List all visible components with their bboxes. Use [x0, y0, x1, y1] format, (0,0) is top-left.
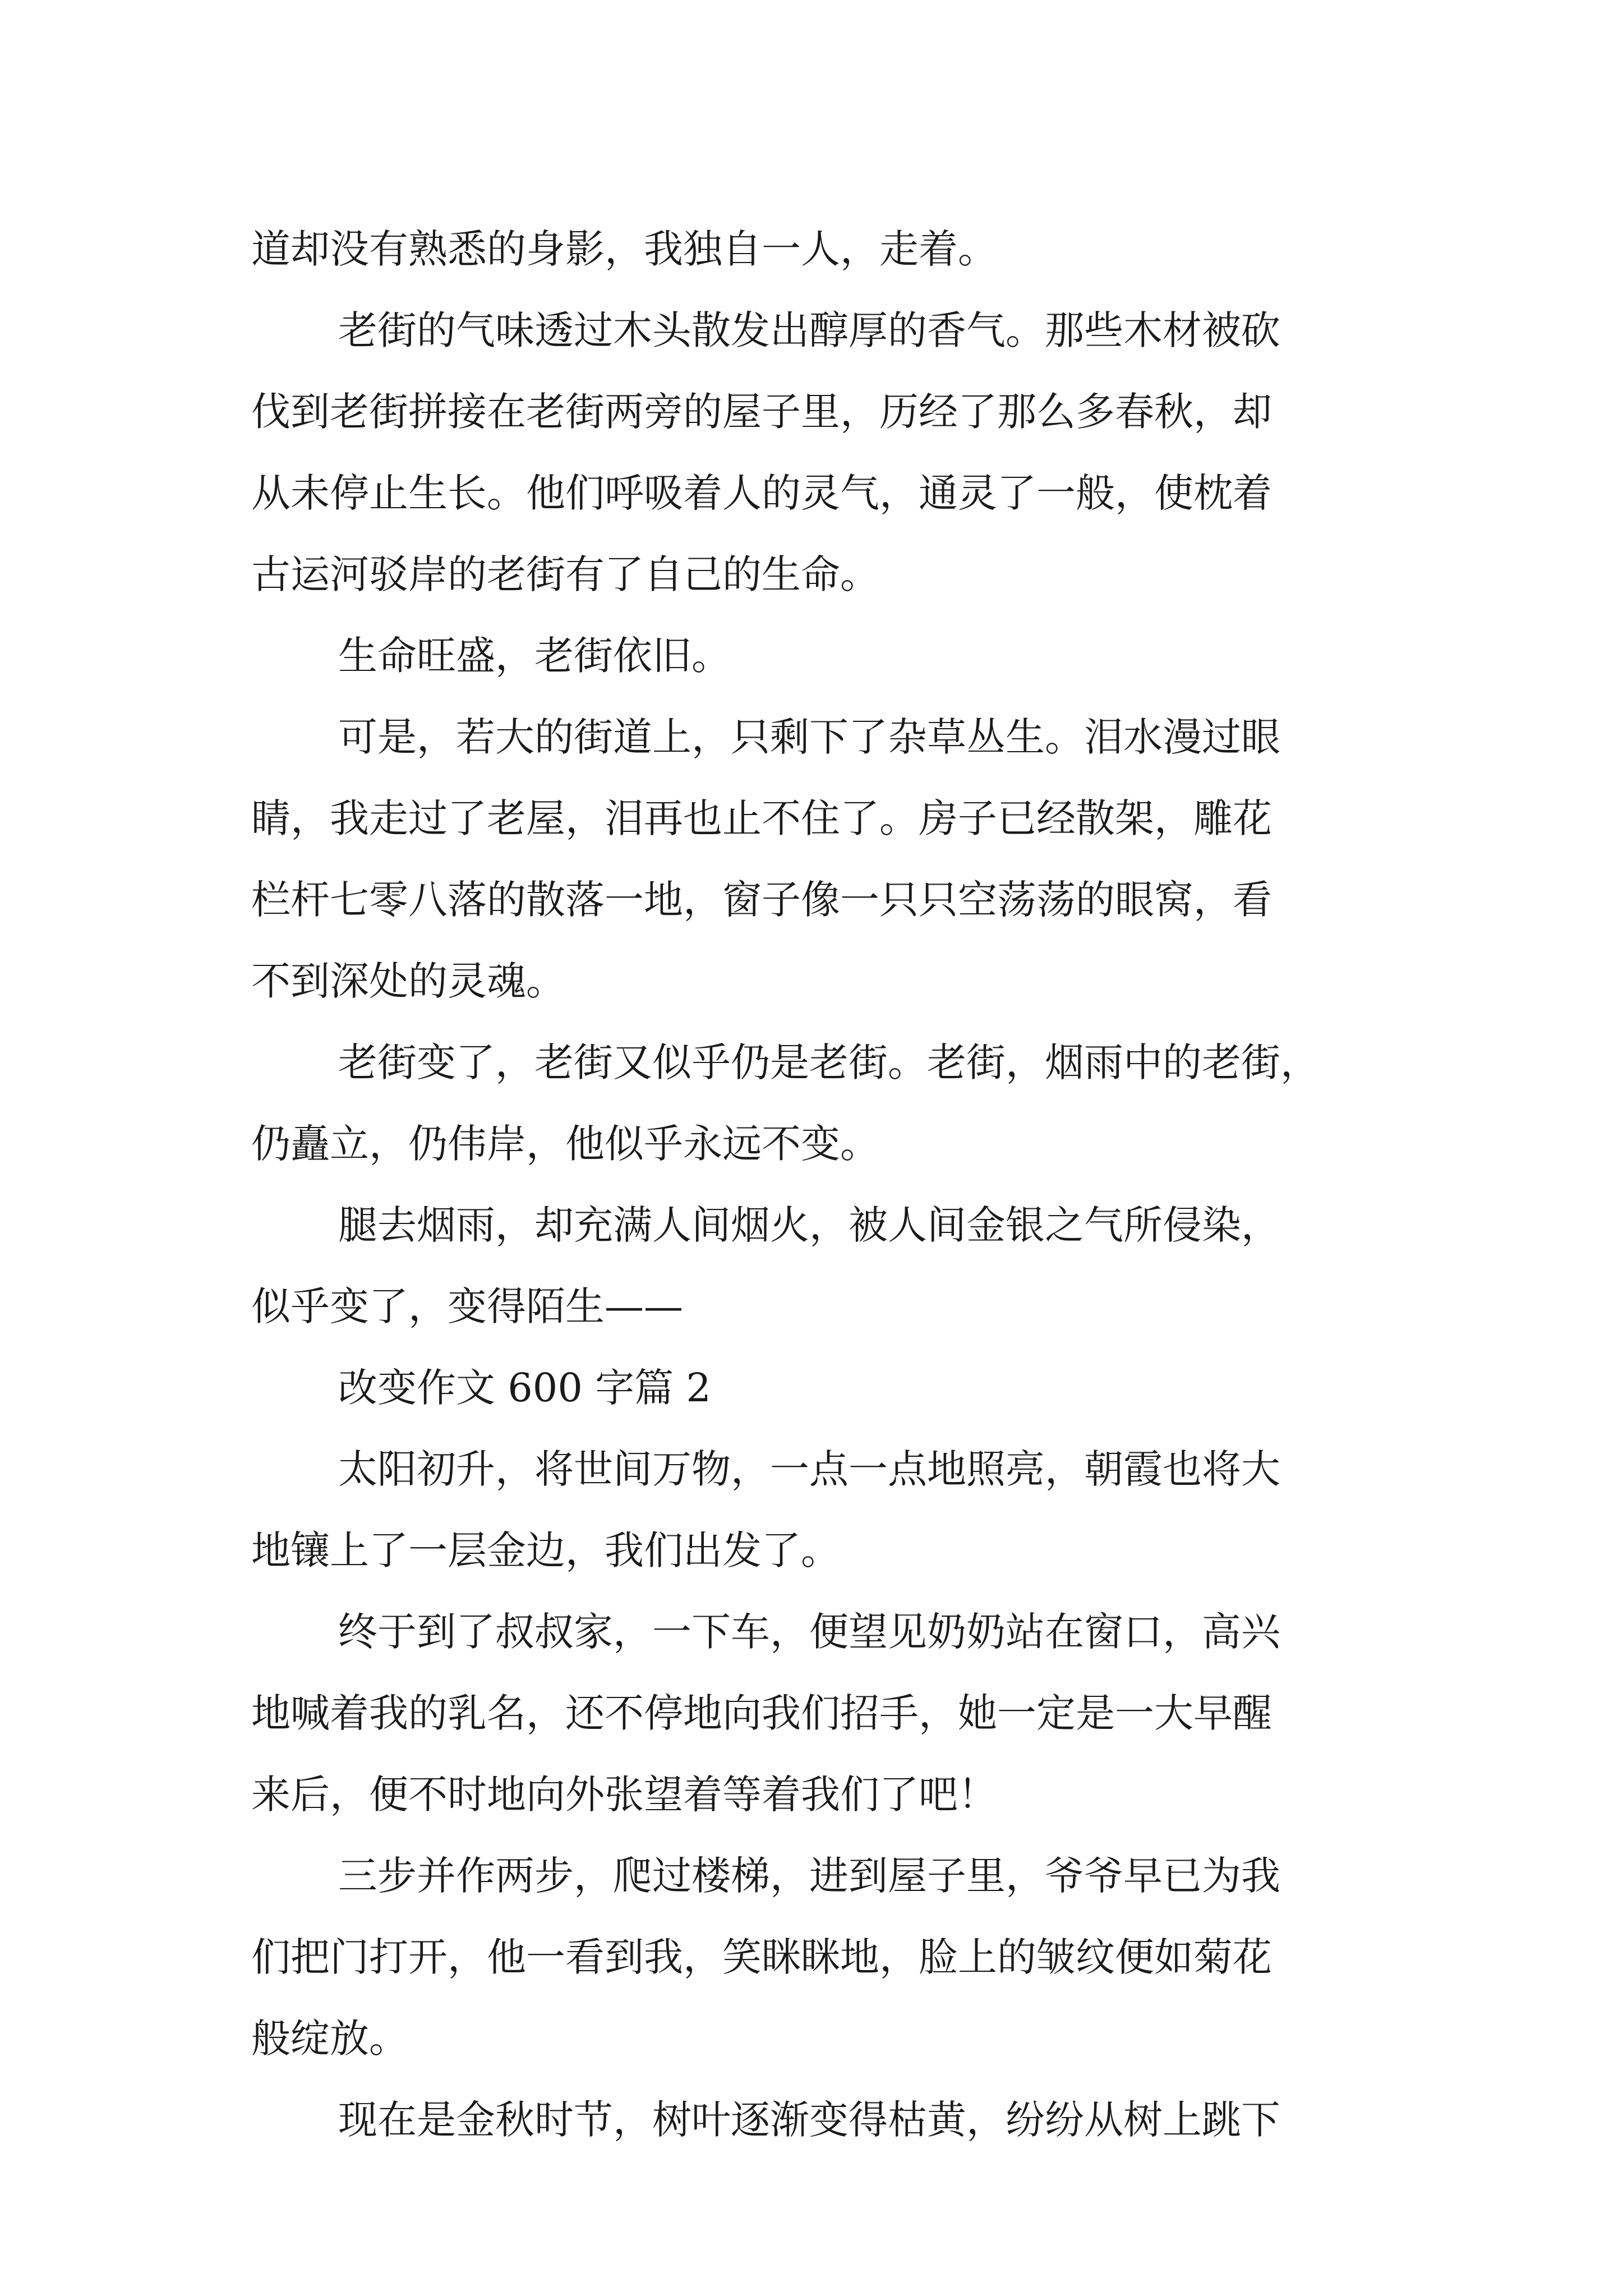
text-line: 似乎变了，变得陌生——	[251, 1283, 683, 1329]
paragraph-start-line: 生命旺盛，老街依旧。	[338, 633, 731, 679]
paragraph-start-line: 腿去烟雨，却充满人间烟火，被人间金银之气所侵染，	[338, 1202, 1280, 1248]
text-line: 们把门打开，他一看到我，笑眯眯地，脸上的皱纹便如菊花	[251, 1934, 1272, 1980]
paragraph-start-line: 三步并作两步，爬过楼梯，进到屋子里，爷爷早已为我	[338, 1853, 1280, 1899]
text-line: 般绽放。	[251, 2016, 408, 2062]
paragraph-start-line: 现在是金秋时节，树叶逐渐变得枯黄，纷纷从树上跳下	[338, 2097, 1280, 2143]
text-line: 来后，便不时地向外张望着等着我们了吧！	[251, 1772, 997, 1818]
paragraph-start-line: 老街变了，老街又似乎仍是老街。老街，烟雨中的老街，	[338, 1039, 1320, 1085]
text-line: 地镶上了一层金边，我们出发了。	[251, 1527, 840, 1573]
paragraph-start-line: 可是，若大的街道上，只剩下了杂草丛生。泪水漫过眼	[338, 714, 1280, 760]
text-line: 从未停止生长。他们呼吸着人的灵气，通灵了一般，使枕着	[251, 470, 1272, 516]
paragraph-start-line: 太阳初升，将世间万物，一点一点地照亮，朝霞也将大	[338, 1446, 1280, 1492]
text-line: 不到深处的灵魂。	[251, 958, 565, 1004]
paragraph-start-line: 终于到了叔叔家，一下车，便望见奶奶站在窗口，高兴	[338, 1609, 1280, 1655]
text-line: 仍矗立，仍伟岸，他似乎永远不变。	[251, 1121, 879, 1167]
text-line: 道却没有熟悉的身影，我独自一人，走着。	[251, 226, 997, 272]
text-line: 睛，我走过了老屋，泪再也止不住了。房子已经散架，雕花	[251, 795, 1272, 841]
text-line: 地喊着我的乳名，还不停地向我们招手，她一定是一大早醒	[251, 1690, 1272, 1736]
text-line: 伐到老街拼接在老街两旁的屋子里，历经了那么多春秋，却	[251, 389, 1272, 435]
text-line: 栏杆七零八落的散落一地，窗子像一只只空荡荡的眼窝，看	[251, 877, 1272, 923]
section-heading: 改变作文 600 字篇 2	[338, 1365, 711, 1411]
text-line: 古运河驳岸的老街有了自己的生命。	[251, 551, 879, 597]
paragraph-start-line: 老街的气味透过木头散发出醇厚的香气。那些木材被砍	[338, 307, 1280, 353]
